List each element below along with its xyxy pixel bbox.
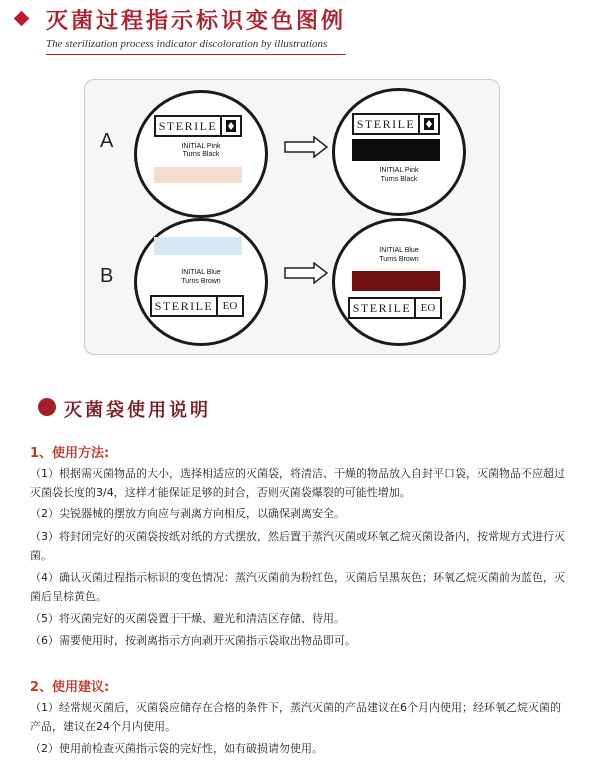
turns-text: Turns Brown xyxy=(181,278,221,285)
sterile-text: STERILE xyxy=(154,298,214,313)
section-bullet-icon xyxy=(38,398,56,416)
usage-heading: 1、使用方法: xyxy=(30,446,110,461)
usage-item-1: （1）根据需灭菌物品的大小，选择相适应的灭菌袋，将清洁、干燥的物品放入自封平口袋，灭菌物品不应超过灭菌袋长度的3/4，这样才能保证足够的封合，否则灭菌袋爆裂的可能性增加。 xyxy=(30,467,565,499)
sterile-text: STERILE xyxy=(356,116,416,131)
row-a-before-indicator xyxy=(134,90,268,218)
advice-heading: 2、使用建议: xyxy=(30,680,110,695)
row-b-after-indicator xyxy=(332,218,466,346)
turns-text: Turns Black xyxy=(182,151,220,158)
sterile-box xyxy=(348,297,442,319)
arrow-right-icon xyxy=(284,136,328,158)
color-swatch xyxy=(154,237,242,255)
usage-item-2: （2）尖锐器械的摆放方向应与剥离方向相反，以确保剥离安全。 xyxy=(30,507,345,520)
color-swatch xyxy=(352,139,440,161)
advice-item-1: （1）经常规灭菌后，灭菌袋应储存在合格的条件下，蒸汽灭菌的产品建议在6个月内使用；经环氧乙烷灭菌的产品，建议在24个月内使用。 xyxy=(30,701,561,733)
steam-symbol-icon xyxy=(220,117,240,135)
page-subtitle: The sterilization process indicator discoloration by illustrations xyxy=(46,38,328,50)
header-underline xyxy=(46,54,346,55)
header-diamond-icon xyxy=(14,11,30,27)
color-swatch xyxy=(352,271,440,291)
turns-text: Turns Black xyxy=(380,176,418,183)
initial-text: INITIAL Pink xyxy=(379,167,419,174)
sterile-text: STERILE xyxy=(352,300,412,315)
section-title: 灭菌袋使用说明 xyxy=(64,400,211,421)
sterile-box xyxy=(150,295,244,317)
row-b-label: B xyxy=(100,265,114,287)
turns-text: Turns Brown xyxy=(379,256,419,263)
eo-text: EO xyxy=(414,299,440,317)
row-a-label: A xyxy=(100,130,114,152)
usage-item-3: （3）将封闭完好的灭菌袋按纸对纸的方式摆放，然后置于蒸汽灭菌或环氧乙烷灭菌设备内，按常规方式进行灭菌。 xyxy=(30,530,565,562)
page-title: 灭菌过程指示标识变色图例 xyxy=(46,8,347,34)
arrow-right-icon xyxy=(284,262,328,284)
initial-text: INITIAL Blue xyxy=(379,247,419,254)
color-swatch xyxy=(154,167,242,183)
initial-text: INITIAL Pink xyxy=(181,143,221,150)
initial-text: INITIAL Blue xyxy=(181,269,221,276)
eo-text: EO xyxy=(216,297,242,315)
advice-item-2: （2）使用前检查灭菌指示袋的完好性，如有破损请勿使用。 xyxy=(30,742,323,755)
usage-item-4: （4）确认灭菌过程指示标识的变色情况：蒸汽灭菌前为粉红色，灭菌后呈黑灰色；环氧乙烷灭菌前为蓝色，灭菌后呈棕黄色。 xyxy=(30,571,565,603)
sterile-box xyxy=(352,113,440,135)
sterile-text: STERILE xyxy=(158,118,218,133)
row-a-after-indicator xyxy=(332,88,466,216)
steam-symbol-icon xyxy=(418,115,438,133)
usage-item-5: （5）将灭菌完好的灭菌袋置于干燥、避光和清洁区存储、待用。 xyxy=(30,612,345,625)
usage-item-6: （6）需要使用时，按剥离指示方向剥开灭菌指示袋取出物品即可。 xyxy=(30,634,356,647)
sterile-box xyxy=(154,115,242,137)
row-b-before-indicator xyxy=(134,218,268,346)
